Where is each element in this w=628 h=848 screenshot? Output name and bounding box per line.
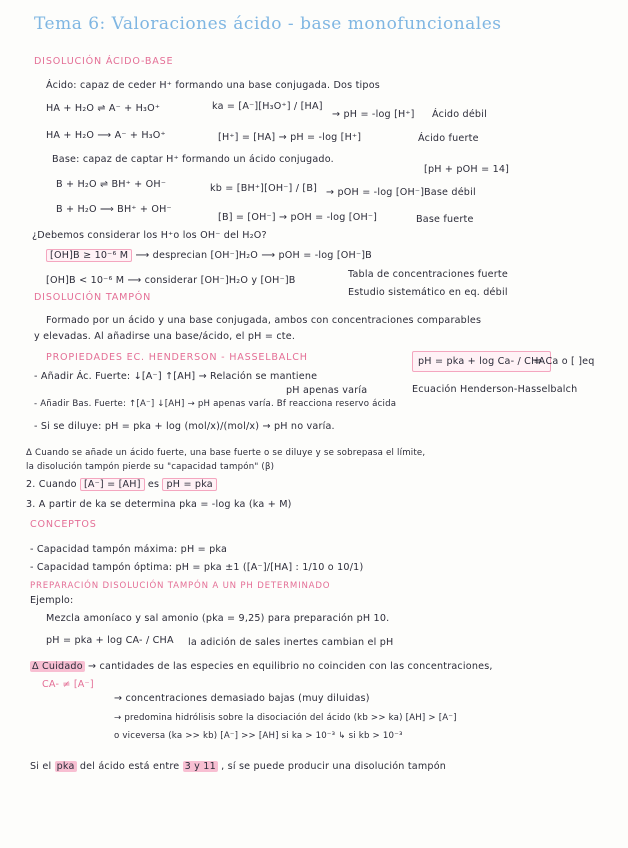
item-2-box-ph: pH = pka [162, 478, 216, 491]
ca-not-equal: CA- ≠ [A⁻] [42, 679, 94, 690]
tampon-definition-2: y elevadas. Al añadirse una base/ácido, el pH = cte. [34, 331, 296, 342]
prop-strong-acid: - Añadir Ác. Fuerte: ↓[A⁻] ↑[AH] → Relación se mantiene [34, 371, 318, 382]
case2-option-a: Tabla de concentraciones fuerte [348, 269, 508, 280]
strong-acid-equation: HA + H₂O ⟶ A⁻ + H₃O⁺ [46, 130, 166, 141]
strong-base-equation: B + H₂O ⟹ BH⁺ + OH⁻ [56, 204, 172, 215]
item-3: 3. A partir de ka se determina pka = -log ka (ka + M) [26, 499, 292, 510]
final-pre: Si el [30, 761, 52, 772]
caution-row [30, 660, 493, 673]
final-post: , sí se puede producir una disolución tampón [221, 761, 447, 772]
example-text: Mezcla amoníaco y sal amonio (pka = 9,25) para preparación pH 10. [46, 613, 390, 624]
case1-text: ⟶ desprecian [OH⁻]H₂O ⟶ pOH = -log [OH⁻]B [135, 250, 372, 261]
heading-propiedades: PROPIEDADES EC. HENDERSON - HASSELBALCH [46, 352, 308, 363]
heading-conceptos: CONCEPTOS [30, 519, 97, 530]
strong-base-label: Base fuerte [416, 214, 474, 225]
heading-preparacion: PREPARACIÓN DISOLUCIÓN TAMPÓN A UN PH DETERMINADO [30, 581, 331, 591]
strong-acid-label: Ácido fuerte [418, 133, 479, 144]
concept-optimal-capacity: - Capacidad tampón óptima: pH = pka ±1 ([A⁻]/[HA] : 1/10 o 10/1) [30, 562, 364, 573]
henderson-arrow-note: ⇛ Ca o [ ]eq [534, 356, 595, 367]
weak-base-label: Base débil [424, 187, 476, 198]
prop-dilution: - Si se diluye: pH = pka + log (mol/x)/(mol/x) → pH no varía. [34, 421, 335, 432]
weak-acid-label: Ácido débil [432, 109, 487, 120]
final-row [30, 760, 446, 773]
weak-acid-ph: → pH = -log [H⁺] [332, 109, 415, 120]
strong-base-poh: [B] = [OH⁻] → pOH = -log [OH⁻] [218, 212, 378, 223]
prop-strong-acid-2: pH apenas varía [286, 385, 368, 396]
example-formula: pH = pka + log CA- / CHA [46, 635, 174, 646]
case1-condition-box: [OH]B ≥ 10⁻⁶ M [46, 249, 132, 262]
ka-expression: ka = [A⁻][H₃O⁺] / [HA] [212, 101, 323, 112]
case2-text: [OH]B < 10⁻⁶ M ⟶ considerar [OH⁻]H₂O y [OH⁻]B [46, 275, 296, 286]
item-2-label: 2. Cuando [26, 479, 77, 490]
final-mid: del ácido está entre [79, 761, 180, 772]
acid-definition: Ácido: capaz de ceder H⁺ formando una base conjugada. Dos tipos [46, 80, 380, 91]
final-pka: pka [56, 761, 75, 772]
caution-line-2: → concentraciones demasiado bajas (muy diluidas) [114, 693, 370, 704]
weak-acid-equation: HA + H₂O ⇌ A⁻ + H₃O⁺ [46, 103, 161, 114]
base-definition: Base: capaz de captar H⁺ formando un ácido conjugado. [52, 154, 334, 165]
caution-label: Δ Cuidado [32, 661, 83, 672]
item-2-row [26, 478, 217, 491]
tampon-definition-1: Formado por un ácido y una base conjugada, ambos con concentraciones comparables [46, 315, 482, 326]
henderson-name: Ecuación Henderson-Hasselbalch [412, 384, 578, 395]
example-label: Ejemplo: [30, 595, 74, 606]
item-2-mid: es [147, 479, 160, 490]
henderson-formula-box: pH = pka + log Ca- / CHA [412, 351, 551, 372]
water-question: ¿Debemos considerar los H⁺o los OH⁻ del H₂O? [32, 230, 267, 241]
warning-line-1: Δ Cuando se añade un ácido fuerte, una base fuerte o se diluye y se sobrepasa el límite, [26, 448, 426, 458]
warning-line-2: la disolución tampón pierde su "capacidad tampón" (β) [26, 462, 275, 472]
case2-option-b: Estudio sistemático en eq. débil [348, 287, 508, 298]
weak-base-poh: → pOH = -log [OH⁻] [326, 187, 425, 198]
caution-line-1: → cantidades de las especies en equilibrio no coinciden con las concentraciones, [88, 661, 493, 672]
example-note: la adición de sales inertes cambian el pH [188, 637, 394, 648]
weak-base-equation: B + H₂O ⇌ BH⁺ + OH⁻ [56, 179, 167, 190]
item-2-box-concentrations: [A⁻] = [AH] [80, 478, 145, 491]
heading-disolucion-acido-base: DISOLUCIÓN ÁCIDO-BASE [34, 56, 174, 67]
caution-line-3: → predomina hidrólisis sobre la disociación del ácido (kb >> ka) [AH] > [A⁻] [114, 713, 457, 723]
concept-max-capacity: - Capacidad tampón máxima: pH = pka [30, 544, 228, 555]
ph-poh-relation: [pH + pOH = 14] [424, 164, 510, 175]
page-title: Tema 6: Valoraciones ácido - base monofuncionales [34, 14, 502, 34]
kb-expression: kb = [BH⁺][OH⁻] / [B] [210, 183, 318, 194]
final-range: 3 y 11 [184, 761, 216, 772]
prop-strong-base: - Añadir Bas. Fuerte: ↑[A⁻] ↓[AH] → pH apenas varía. Bf reacciona reservo ácida [34, 399, 397, 409]
heading-disolucion-tampon: DISOLUCIÓN TAMPÓN [34, 292, 152, 303]
strong-acid-ph: [H⁺] = [HA] → pH = -log [H⁺] [218, 132, 362, 143]
case1-row [46, 249, 372, 262]
caution-line-4: o viceversa (ka >> kb) [A⁻] >> [AH] si ka > 10⁻³ ↳ si kb > 10⁻³ [114, 731, 403, 741]
